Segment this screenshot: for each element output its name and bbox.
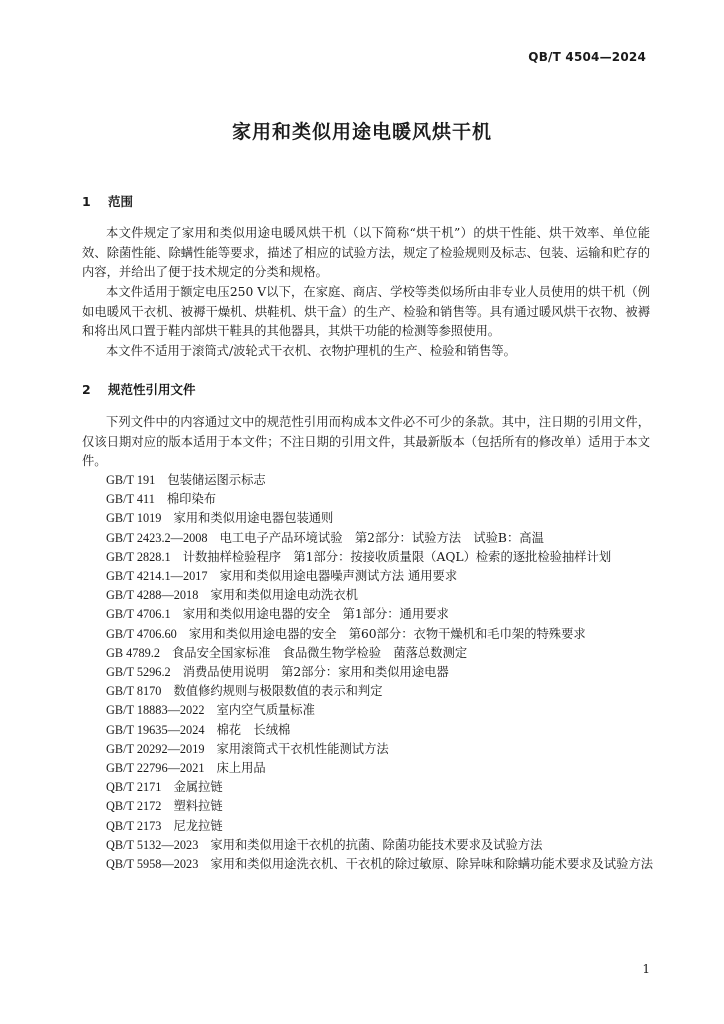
reference-title: 尼龙拉链 [173,818,223,833]
section-title: 规范性引用文件 [108,382,196,397]
page-number: 1 [642,962,650,976]
document-title: 家用和类似用途电暖风烘干机 [231,121,492,143]
reference-title: 室内空气质量标准 [216,703,315,718]
reference-code: GB/T 4214.1—2017 [106,569,208,584]
reference-item [82,471,654,490]
reference-title: 金属拉链 [173,780,223,795]
section-number: 2 [82,382,91,397]
section-number: 1 [82,194,91,209]
reference-item [82,644,654,663]
reference-code: GB 4789.2 [106,645,160,660]
reference-item [82,663,654,682]
reference-code: QB/T 2171 [106,780,162,795]
section-heading-scope [82,192,133,210]
reference-title: 数值修约规则与极限数值的表示和判定 [173,684,383,699]
reference-item [82,586,654,605]
references-intro: 下列文件中的内容通过文中的规范性引用而构成本文件必不可少的条款。其中，注日期的引用文件，仅该日期对应的版本适用于本文件；不注日期的引用文件，其最新版本（包括所有的修改单）适用于本文件。 [82,415,650,468]
reference-title: 家用滚筒式干衣机性能测试方法 [216,741,389,756]
reference-item [82,701,654,720]
scope-paragraph-1: 本文件规定了家用和类似用途电暖风烘干机（以下简称“烘干机”）的烘干性能、烘干效率、单位能效、除菌性能、除螨性能等要求，描述了相应的试验方法，规定了检验规则及标志、包装、运输和贮存的内容，并给出了便于技术规定的分类和规格。 [82,226,650,279]
reference-code: GB/T 18883—2022 [106,703,205,718]
reference-code: QB/T 5958—2023 [106,857,199,872]
reference-code: GB/T 4706.60 [106,626,177,641]
reference-item [82,817,654,836]
reference-code: GB/T 4288—2018 [106,588,199,603]
reference-item [82,778,654,797]
reference-item [82,721,654,740]
reference-title: 电工电子产品环境试验 第2部分：试验方法 试验B：高温 [219,530,544,545]
reference-code: QB/T 5132—2023 [106,837,199,852]
reference-title: 食品安全国家标准 食品微生物学检验 菌落总数测定 [171,645,468,660]
reference-item [82,855,654,874]
reference-code: QB/T 2173 [106,818,162,833]
reference-code: GB/T 1019 [106,511,162,526]
reference-title: 家用和类似用途电器的安全 第1部分：通用要求 [182,607,449,622]
reference-item [82,490,654,509]
reference-item [82,682,654,701]
reference-title: 家用和类似用途电器包装通则 [173,511,334,526]
reference-code: GB/T 8170 [106,684,162,699]
reference-code: GB/T 2423.2—2008 [106,530,208,545]
section-title: 范围 [108,194,134,209]
reference-title: 棉印染布 [166,492,217,507]
reference-code: QB/T 2172 [106,799,162,814]
reference-item [82,836,654,855]
scope-paragraph-2: 本文件适用于额定电压250 V以下，在家庭、商店、学校等类似场所由非专业人员使用的烘干机（例如电暖风干衣机、被褥干燥机、烘鞋机、烘干盒）的生产、检验和销售等。具有通过暖风烘干衣物、被褥和将出风口置于鞋内部烘干鞋具的其他器具，其烘干功能的检测等参照使用。 [82,285,650,338]
reference-title: 包装储运图示标志 [167,473,266,487]
reference-item [82,567,654,586]
reference-item [82,529,654,548]
reference-code: GB/T 20292—2019 [106,741,205,756]
reference-item [82,548,654,567]
reference-code: GB/T 22796—2021 [106,761,205,776]
reference-item [82,797,654,816]
section-heading-normative-references [82,380,196,398]
reference-item [82,625,654,644]
reference-code: GB/T 5296.2 [106,665,171,680]
reference-item [82,605,654,624]
reference-code: GB/T 411 [106,492,155,507]
reference-title: 家用和类似用途干衣机的抗菌、除菌功能技术要求及试验方法 [210,837,543,852]
reference-list [82,471,654,874]
reference-item [82,509,654,528]
reference-title: 塑料拉链 [173,799,223,814]
reference-title: 床上用品 [216,761,266,776]
reference-code: GB/T 19635—2024 [106,722,205,737]
reference-title: 计数抽样检验程序 第1部分：按接收质量限（AQL）检索的逐批检验抽样计划 [182,549,612,564]
reference-code: GB/T 2828.1 [106,549,171,564]
scope-paragraph-3: 本文件不适用于滚筒式/波轮式干衣机、衣物护理机的生产、检验和销售等。 [106,344,516,358]
reference-title: 家用和类似用途洗衣机、干衣机的除过敏原、除异味和除螨功能术要求及试验方法 [210,857,654,872]
reference-item [82,759,654,778]
reference-title: 家用和类似用途电动洗衣机 [210,588,358,603]
reference-item [82,740,654,759]
reference-code: GB/T 191 [106,473,156,487]
reference-title: 家用和类似用途电器噪声测试方法 通用要求 [219,569,458,584]
reference-code: GB/T 4706.1 [106,607,171,622]
standard-code: QB/T 4504—2024 [528,50,646,64]
reference-title: 家用和类似用途电器的安全 第60部分：衣物干燥机和毛巾架的特殊要求 [188,626,586,641]
reference-title: 消费品使用说明 第2部分：家用和类似用途电器 [182,665,449,680]
reference-title: 棉花 长绒棉 [216,722,291,737]
